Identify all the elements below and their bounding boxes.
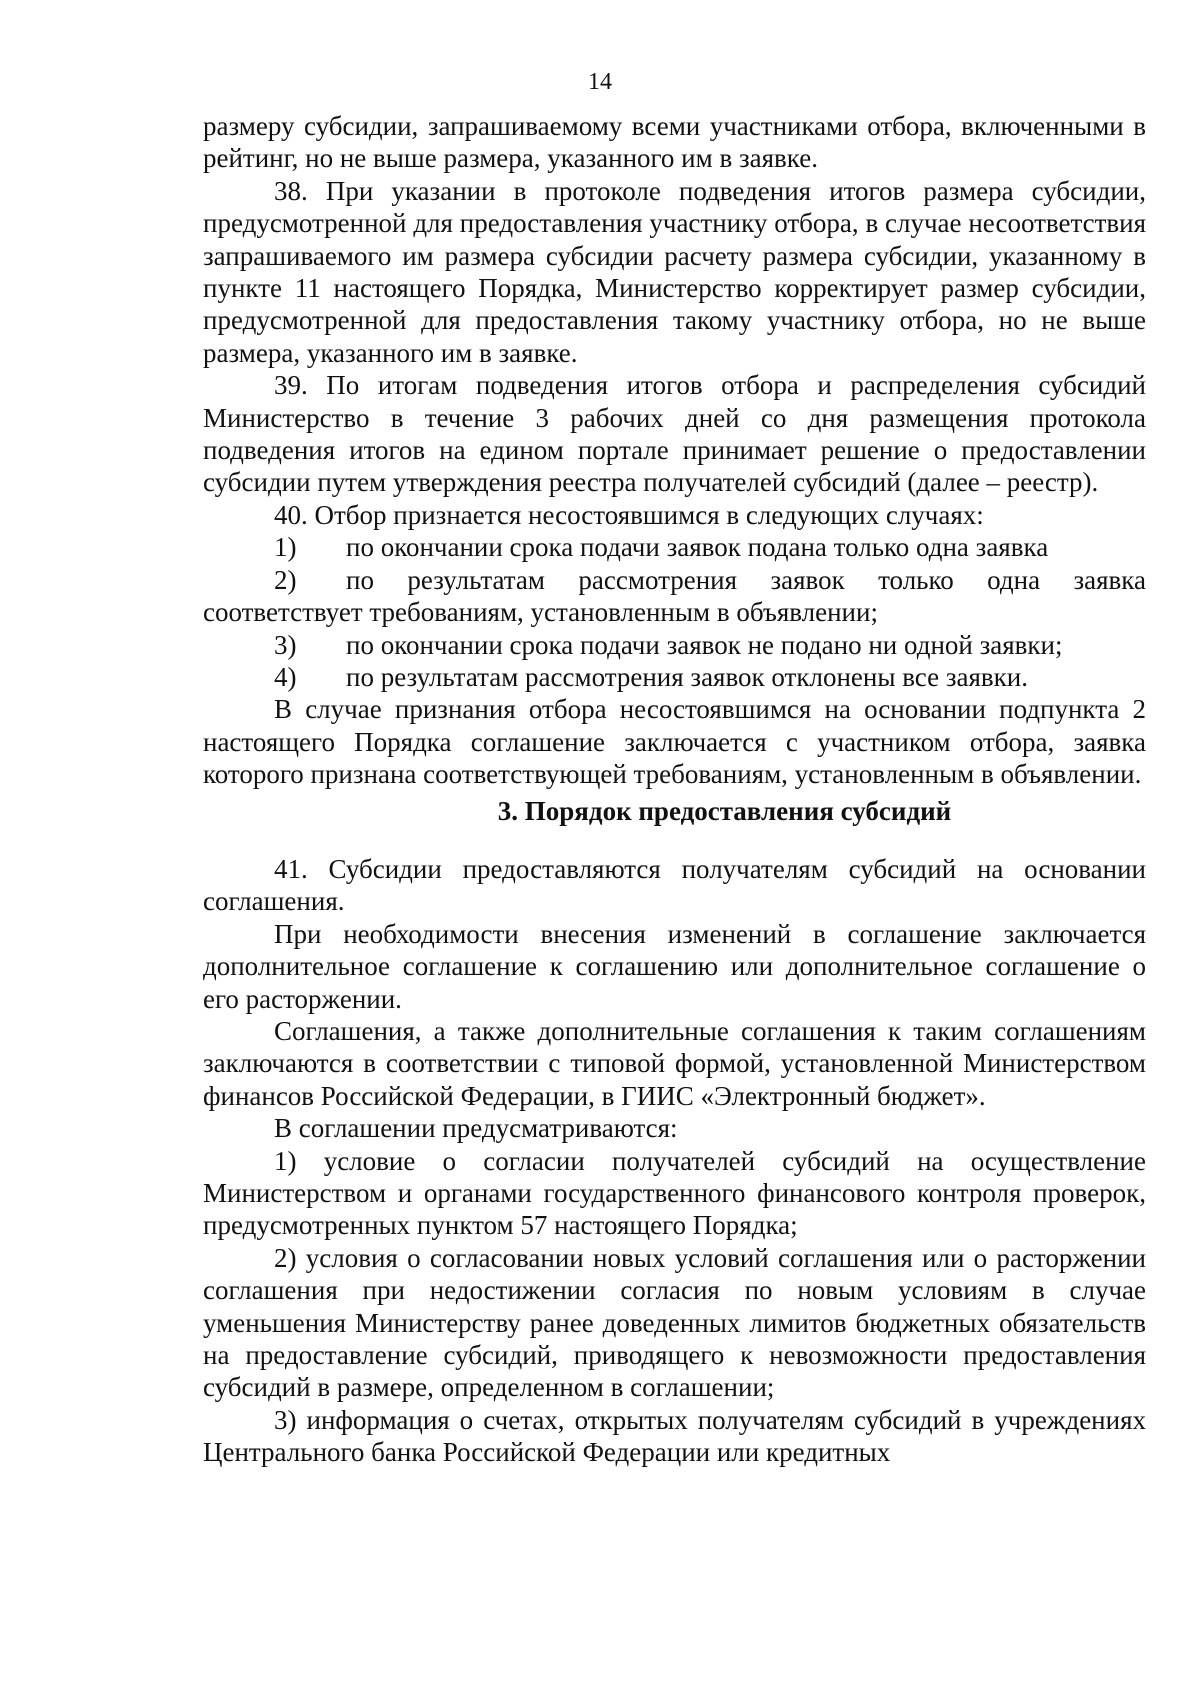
paragraph-39: 39. По итогам подведения итогов отбора и распределения субсидий Министерство в течение 3 рабочих дней со дня размещения протокола подведения итогов на едином портале принимает решение о предоставлении субсидии путем утверждения реестра получателей субсидий (далее – реестр). xyxy=(203,370,1146,498)
paragraph-condition-2: 2) условия о согласовании новых условий соглашения или о расторжении соглашения при недостижении согласия по новым условиям в случае уменьшения Министерству ранее доведенных лимитов бюджетных обязательств на предоставление субсидий, приводящего к невозможности предоставления субсидий в размере, определенном в соглашении; xyxy=(203,1242,1146,1403)
list-item-40-2 xyxy=(203,564,1146,629)
section-heading: 3. Порядок предоставления субсидий xyxy=(497,795,952,826)
paragraph-38: 38. При указании в протоколе подведения итогов размера субсидии, предусмотренной для предоставления участнику отбора, в случае несоответствия запрашиваемого им размера субсидии расчету размера субсидии, указанному в пункте 11 настоящего Порядка, Министерство корректирует размер субсидии, предусмотренной для предоставления такому участнику отбора, но не выше размера, указанного им в заявке. xyxy=(203,175,1146,368)
list-item-number: 3) xyxy=(274,629,297,660)
list-item-text: по результатам рассмотрения заявок отклонены все заявки. xyxy=(346,661,1028,692)
paragraph-condition-1: 1) условие о согласии получателей субсидий на осуществление Министерством и органами государственного финансового контроля проверок, предусмотренных пунктом 57 настоящего Порядка; xyxy=(203,1145,1146,1241)
list-item-text: по окончании срока подачи заявок подана только одна заявка xyxy=(346,532,1049,563)
list-item-number: 2) xyxy=(274,564,297,595)
paragraph-agreement-provides: В соглашении предусматриваются: xyxy=(274,1113,678,1144)
list-item-40-4 xyxy=(203,661,1146,693)
paragraph-condition-3: 3) информация о счетах, открытых получателям субсидий в учреждениях Центрального банка Российской Федерации или кредитных xyxy=(203,1404,1146,1468)
list-item-text: по результатам рассмотрения заявок только одна заявка соответствует требованиям, установленным в объявлении; xyxy=(203,564,1146,628)
list-item-40-1 xyxy=(203,531,1146,563)
list-item-number: 4) xyxy=(274,661,297,692)
list-item-40-3 xyxy=(203,629,1146,661)
paragraph-agreement-form: Соглашения, а также дополнительные соглашения к таким соглашениям заключаются в соответствии с типовой формой, установленной Министерством финансов Российской Федерации, в ГИИС «Электронный бюджет». xyxy=(203,1015,1146,1111)
list-item-number: 1) xyxy=(274,532,297,563)
paragraph-after-list: В случае признания отбора несостоявшимся на основании подпункта 2 настоящего Порядка соглашение заключается с участником отбора, заявка которого признана соответствующей требованиям, установленным в объявлении. xyxy=(203,694,1146,790)
page-number: 14 xyxy=(588,69,612,95)
list-item-text: по окончании срока подачи заявок не подано ни одной заявки; xyxy=(346,629,1063,660)
paragraph-41: 41. Субсидии предоставляются получателям субсидий на основании соглашения. xyxy=(203,853,1146,917)
document-body xyxy=(203,110,1146,1469)
paragraph-40: 40. Отбор признается несостоявшимся в следующих случаях: xyxy=(274,499,984,530)
paragraph-continuation: размеру субсидии, запрашиваемому всеми участниками отбора, включенными в рейтинг, но не выше размера, указанного им в заявке. xyxy=(203,111,1146,174)
paragraph-amendments: При необходимости внесения изменений в соглашение заключается дополнительное соглашение к соглашению или дополнительное соглашение о его расторжении. xyxy=(203,918,1146,1014)
